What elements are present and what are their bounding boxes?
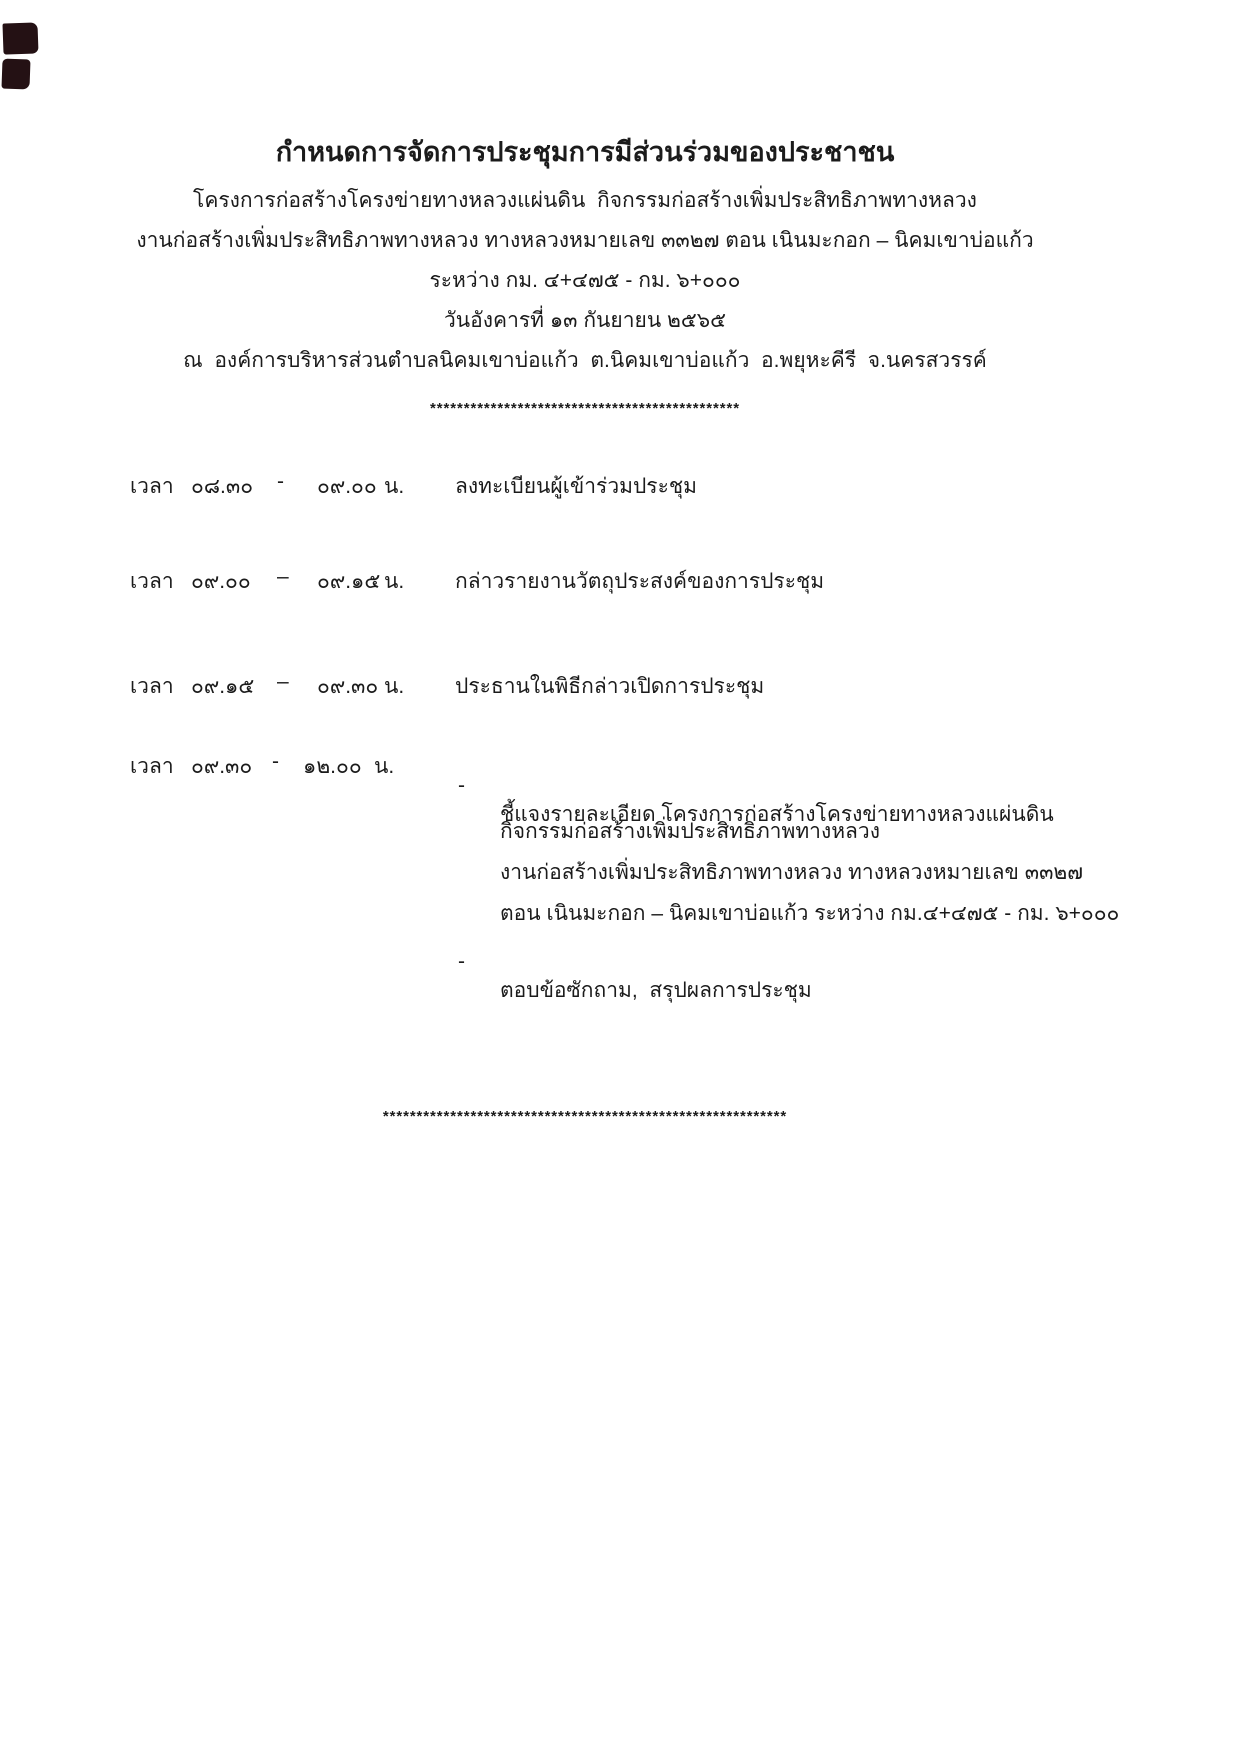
header-line-chainage: ระหว่าง กม. ๔+๔๗๕ - กม. ๖+๐๐๐ [429,269,741,292]
agenda-detail-line-2 [500,791,1140,843]
header-line-work: งานก่อสร้างเพิ่มประสิทธิภาพทางหลวง ทางหลวงหมายเลข ๓๓๒๗ ตอน เนินมะกอก – นิคมเขาบ่อแก้ว [136,229,1034,252]
separator-top: ********************************************** [430,400,740,417]
time-end: ๐๙.๑๕ [317,570,381,593]
separator-bottom: ************************************************************ [382,1108,788,1125]
activity-text: ประธานในพิธีกล่าวเปิดการประชุม [455,675,765,698]
bullet-dash-marker: - [458,774,465,797]
time-end: ๐๙.๐๐ [317,475,377,498]
time-unit: น. [384,570,405,593]
time-unit: น. [374,755,395,778]
time-label: เวลา [130,675,174,698]
bullet-dash-marker: - [458,950,465,973]
time-end: ๑๒.๐๐ [303,755,362,778]
time-label: เวลา [130,755,174,778]
page-title: กำหนดการจัดการประชุมการมีส่วนร่วมของประชาชน [275,137,895,167]
time-dash: – [277,670,289,693]
time-end: ๐๙.๓๐ [317,675,379,698]
agenda-detail-line-3 [500,832,1140,884]
time-dash: - [272,750,279,773]
agenda-detail-text: ชี้แจงรายละเอียด โครงการก่อสร้างโครงข่ายทางหลวงแผ่นดิน [500,803,1054,826]
time-start: ๐๙.๐๐ [191,570,251,593]
time-start: ๐๙.๑๕ [191,675,255,698]
activity-text: กล่าวรายงานวัตถุประสงค์ของการประชุม [455,570,825,593]
agenda-qa-line [455,926,1095,1002]
time-unit: น. [384,475,405,498]
schedule-row-1 [0,470,1240,506]
agenda-qa-text: ตอบข้อซักถาม, สรุปผลการประชุม [500,979,812,1002]
scan-artifact-mark-2 [1,59,30,90]
agenda-detail-text: งานก่อสร้างเพิ่มประสิทธิภาพทางหลวง ทางหลวงหมายเลข ๓๓๒๗ [500,861,1084,884]
header-line-meeting-date: วันอังคารที่ ๑๓ กันยายน ๒๕๖๕ [444,309,726,332]
agenda-detail-line-1 [455,750,1095,826]
schedule-row-2 [0,565,1240,601]
time-start: ๐๘.๓๐ [191,475,254,498]
scan-artifact-mark-1 [2,22,38,54]
time-start: ๐๙.๓๐ [191,755,253,778]
agenda-detail-text: ตอน เนินมะกอก – นิคมเขาบ่อแก้ว ระหว่าง กม.๔+๔๗๕ - กม. ๖+๐๐๐ [500,902,1120,925]
time-label: เวลา [130,475,174,498]
time-unit: น. [384,675,405,698]
agenda-detail-text: กิจกรรมก่อสร้างเพิ่มประสิทธิภาพทางหลวง [500,820,880,843]
time-dash: – [277,565,289,588]
activity-text: ลงทะเบียนผู้เข้าร่วมประชุม [455,475,697,498]
time-label: เวลา [130,570,174,593]
header-line-project: โครงการก่อสร้างโครงข่ายทางหลวงแผ่นดิน กิจกรรมก่อสร้างเพิ่มประสิทธิภาพทางหลวง [193,189,977,212]
agenda-detail-line-4 [500,873,1140,925]
time-dash: - [277,470,284,493]
header-line-venue: ณ องค์การบริหารส่วนตำบลนิคมเขาบ่อแก้ว ต.นิคมเขาบ่อแก้ว อ.พยุหะคีรี จ.นครสวรรค์ [183,349,987,372]
schedule-row-3 [0,670,1240,706]
